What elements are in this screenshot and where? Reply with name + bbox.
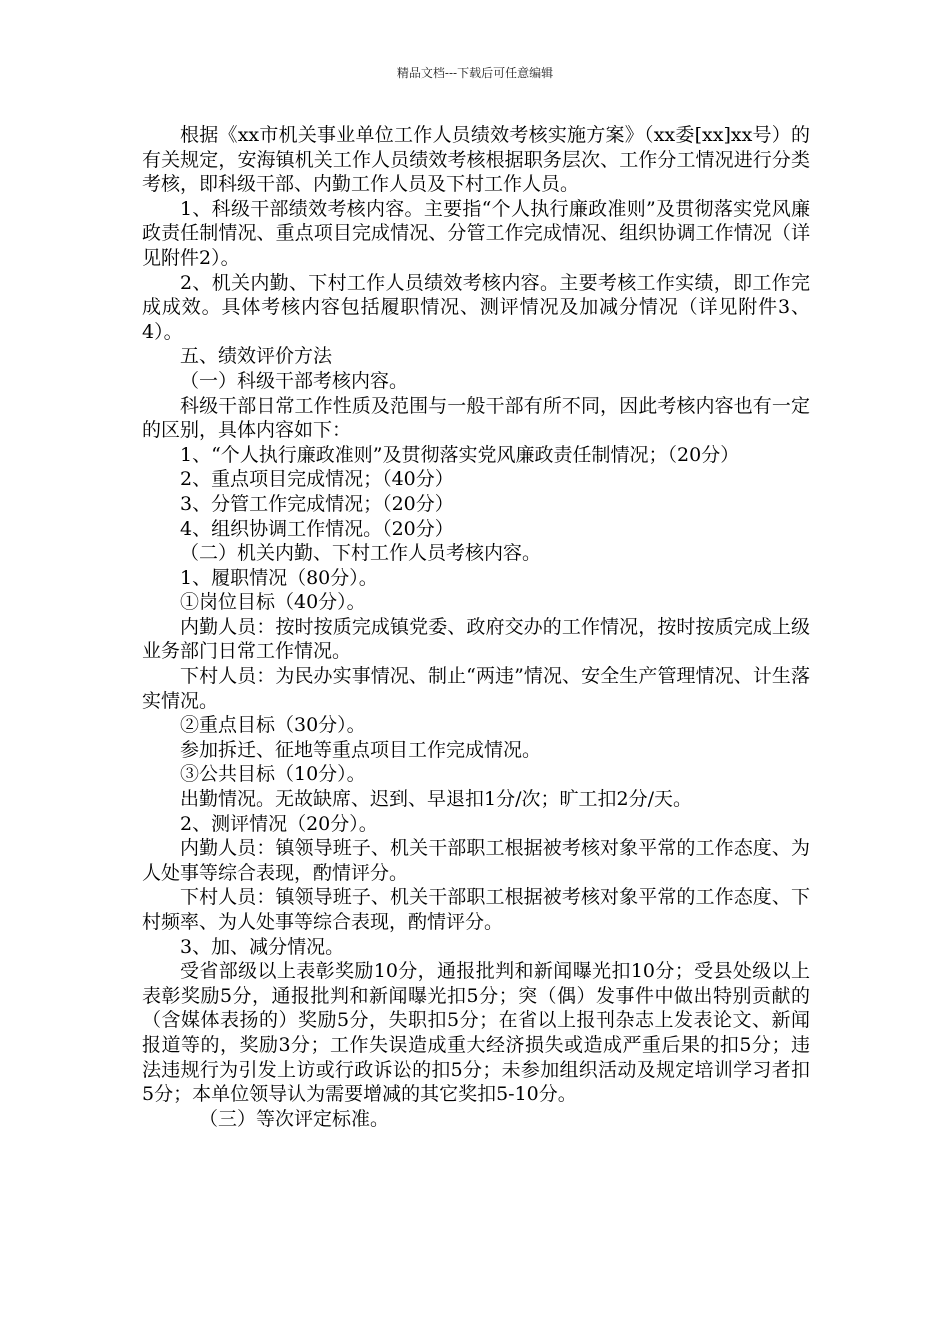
list-item-cadre-2: 2、重点项目完成情况；（40分） xyxy=(180,468,454,491)
paragraph-office-staff: 内勤人员：按时按质完成镇党委、政府交办的工作情况，按时按质完成上级业务部门日常工作情况。 xyxy=(142,615,810,663)
section-heading-5: 五、绩效评价方法 xyxy=(180,345,333,368)
list-item-public-target: ③公共目标（10分）。 xyxy=(180,763,366,786)
list-item-bonus-penalty: 3、加、减分情况。 xyxy=(180,935,345,958)
list-item-key-target: ②重点目标（30分）。 xyxy=(180,714,366,737)
list-item-cadre-4: 4、组织协调工作情况。（20分） xyxy=(180,517,454,540)
paragraph-village-staff: 下村人员：为民办实事情况、制止“两违”情况、安全生产管理情况、计生落实情况。 xyxy=(142,665,810,712)
list-item-cadre-3: 3、分管工作完成情况；（20分） xyxy=(180,492,454,515)
paragraph-key-projects: 参加拆迁、征地等重点项目工作完成情况。 xyxy=(180,738,542,761)
paragraph-item-2: 2、机关内勤、下村工作人员绩效考核内容。主要考核工作实绩，即工作完成成效。具体考核内容包括履职情况、测评情况及加减分情况（详见附件3、4）。 xyxy=(142,271,810,343)
list-item-evaluation: 2、测评情况（20分）。 xyxy=(180,812,378,835)
subsection-heading-2: （二）机关内勤、下村工作人员考核内容。 xyxy=(180,542,542,565)
paragraph-office-evaluation: 内勤人员：镇领导班子、机关干部职工根据被考核对象平常的工作态度、为人处事等综合表现，酌情评分。 xyxy=(142,837,810,884)
paragraph-basis: 根据《xx市机关事业单位工作人员绩效考核实施方案》（xx委[xx]xx号）的有关规定，安海镇机关工作人员绩效考核根据职务层次、工作分工情况进行分类考核，即科级干部、内勤工作人员及下村工作人员。 xyxy=(142,124,810,196)
list-item-post-target: ①岗位目标（40分）。 xyxy=(180,591,366,614)
paragraph-bonus-penalty-details: 受省部级以上表彰奖励10分，通报批判和新闻曝光扣10分；受县处级以上表彰奖励5分，通报批判和新闻曝光扣5分；突（偶）发事件中做出特别贡献的（含媒体表扬的）奖励5分，失职扣5分；在省以上报刊杂志上发表论文、新闻报道等的，奖励3分；工作失误造成重大经济损失或造成严重后果的扣5分；违法违规行为引发上访或行政诉讼的扣5分；未参加组织活动及规定培训学习者扣5分；本单位领导认为需要增减的其它奖扣5-10分。 xyxy=(142,960,810,1106)
subsection-heading-3: （三）等次评定标准。 xyxy=(199,1107,390,1130)
paragraph-item-1: 1、科级干部绩效考核内容。主要指“个人执行廉政准则”及贯彻落实党风廉政责任制情况、重点项目完成情况、分管工作完成情况、组织协调工作情况（详见附件2）。 xyxy=(142,197,810,269)
list-item-duty: 1、履职情况（80分）。 xyxy=(180,566,378,589)
list-item-cadre-1: 1、“个人执行廉政准则”及贯彻落实党风廉政责任制情况；（20分） xyxy=(180,443,740,466)
paragraph-village-evaluation: 下村人员：镇领导班子、机关干部职工根据被考核对象平常的工作态度、下村频率、为人处事等综合表现，酌情评分。 xyxy=(142,886,810,933)
document-body xyxy=(142,123,810,1131)
subsection-heading-1: （一）科级干部考核内容。 xyxy=(180,369,409,392)
paragraph-cadre-intro: 科级干部日常工作性质及范围与一般干部有所不同，因此考核内容也有一定的区别，具体内容如下： xyxy=(142,394,810,442)
page-header: 精品文档---下载后可任意编辑 xyxy=(396,66,554,80)
paragraph-attendance: 出勤情况。无故缺席、迟到、早退扣1分/次；旷工扣2分/天。 xyxy=(180,788,692,811)
